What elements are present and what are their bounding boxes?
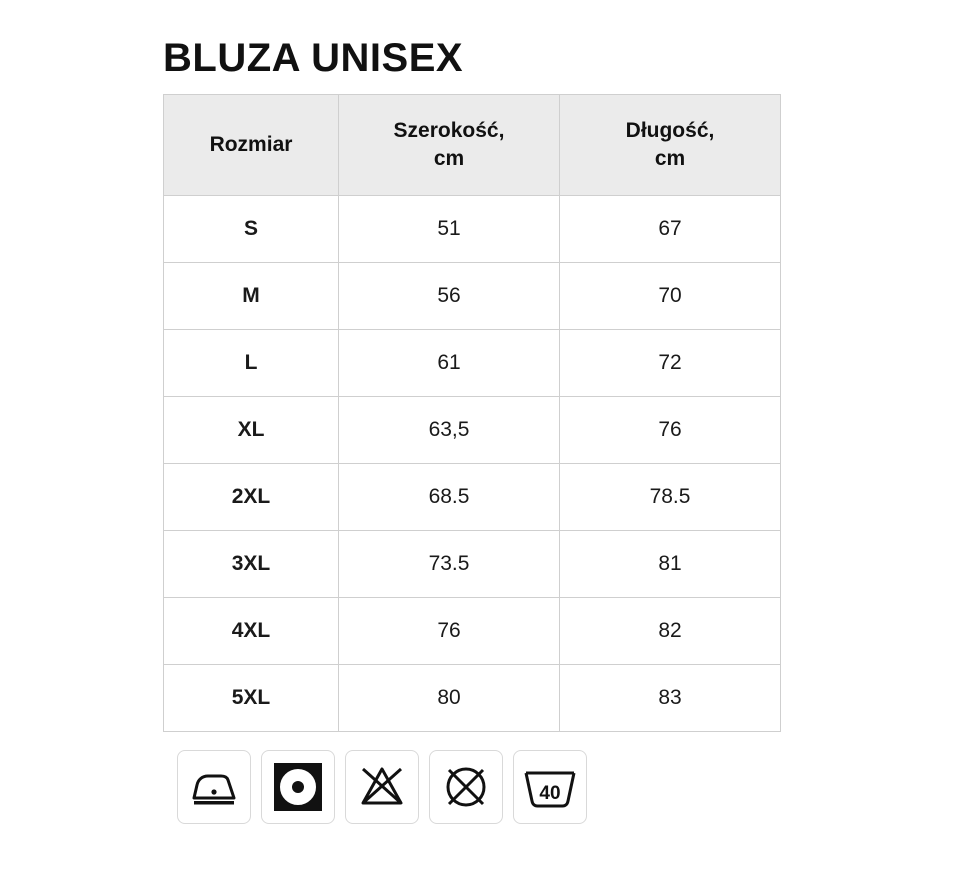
cell-length: 67 [560,196,781,263]
cell-width: 80 [339,665,560,732]
column-header-size-label: Rozmiar [209,132,293,156]
column-header-width-unit: cm [433,147,465,170]
wash-40-degrees-icon [513,750,587,824]
cell-size: M [164,263,339,330]
table-row [164,263,781,330]
table-body [164,196,781,732]
cell-width: 73.5 [339,531,560,598]
cell-size: XL [164,397,339,464]
table-header-row [164,95,781,196]
cell-length: 72 [560,330,781,397]
cell-size: 2XL [164,464,339,531]
cell-width: 56 [339,263,560,330]
cell-length: 83 [560,665,781,732]
iron-low-temperature-icon [177,750,251,824]
cell-size: L [164,330,339,397]
cell-width: 51 [339,196,560,263]
cell-width: 68.5 [339,464,560,531]
cell-width: 63,5 [339,397,560,464]
column-header-length [560,95,781,196]
do-not-bleach-icon [345,750,419,824]
table-row [164,196,781,263]
cell-width: 76 [339,598,560,665]
tumble-dry-normal-icon [261,750,335,824]
table-row [164,464,781,531]
wash-temperature-label: 40 [539,783,561,804]
table-row [164,598,781,665]
cell-size: 4XL [164,598,339,665]
cell-length: 81 [560,531,781,598]
cell-length: 70 [560,263,781,330]
column-header-length-label: Długość, [625,118,715,142]
table-row [164,397,781,464]
cell-length: 76 [560,397,781,464]
size-table [163,94,781,732]
cell-width: 61 [339,330,560,397]
do-not-dry-clean-icon [429,750,503,824]
cell-length: 78.5 [560,464,781,531]
column-header-size [164,95,339,196]
table-row [164,531,781,598]
cell-size: 5XL [164,665,339,732]
column-header-width-label: Szerokość, [393,118,505,142]
column-header-length-unit: cm [654,147,686,170]
table-header [164,95,781,196]
cell-size: S [164,196,339,263]
page-title: BLUZA UNISEX [163,36,464,80]
column-header-width [339,95,560,196]
size-chart-page [163,36,783,824]
table-row [164,330,781,397]
care-symbols [177,750,783,824]
table-row [164,665,781,732]
cell-length: 82 [560,598,781,665]
cell-size: 3XL [164,531,339,598]
